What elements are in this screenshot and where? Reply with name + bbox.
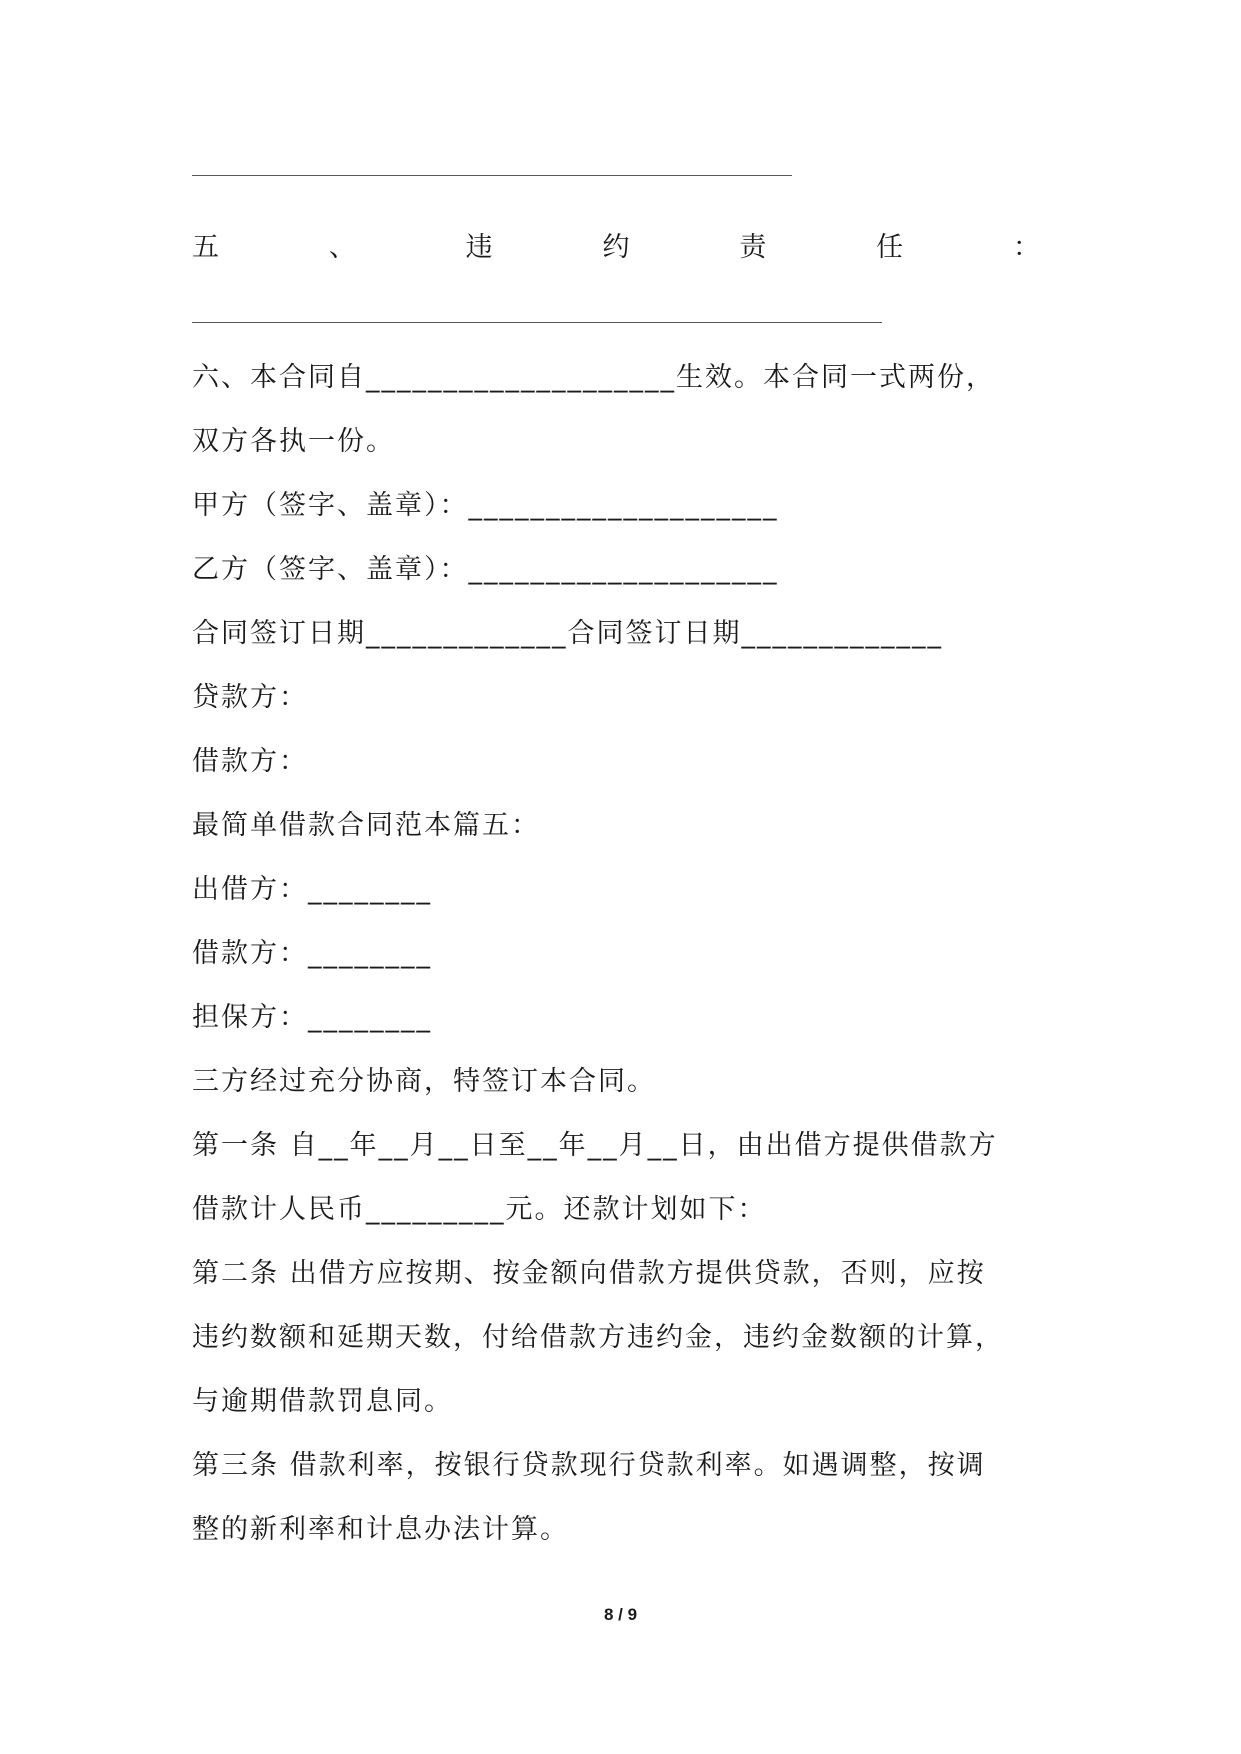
blank-underline-section-5 — [192, 322, 882, 323]
section-5-char: 五 — [192, 232, 219, 263]
section-5-heading — [192, 228, 1040, 268]
section-5-char: 责 — [739, 232, 767, 263]
party-b-signature: 乙方（签字、盖章）：____________________ — [192, 554, 779, 585]
template-5-title: 最简单借款合同范本篇五： — [192, 810, 540, 841]
preamble: 三方经过充分协商，特签订本合同。 — [192, 1066, 656, 1097]
article-3-line-1: 第三条 借款利率，按银行贷款现行贷款利率。如遇调整，按调 — [192, 1450, 986, 1481]
blank-underline-top — [192, 175, 792, 176]
borrower-label: 借款方： — [192, 746, 308, 777]
page-number: 8 / 9 — [603, 1605, 638, 1624]
article-3-line-2: 整的新利率和计息办法计算。 — [192, 1514, 569, 1545]
section-5-char: 任 — [876, 232, 904, 263]
article-1-line-1: 第一条 自__年__月__日至__年__月__日，由出借方提供借款方 — [192, 1130, 998, 1161]
signing-date: 合同签订日期_____________合同签订日期_____________ — [192, 618, 943, 649]
article-1-line-2: 借款计人民币_________元。还款计划如下： — [192, 1194, 767, 1225]
party-a-signature: 甲方（签字、盖章）：____________________ — [192, 490, 779, 521]
clause-6-line-1: 六、本合同自____________________生效。本合同一式两份， — [192, 362, 995, 393]
article-2-line-1: 第二条 出借方应按期、按金额向借款方提供贷款，否则，应按 — [192, 1258, 986, 1289]
article-2-line-2: 违约数额和延期天数，付给借款方违约金，违约金数额的计算， — [192, 1322, 1004, 1353]
section-5-char: 约 — [602, 232, 630, 263]
clause-6-line-2: 双方各执一份。 — [192, 426, 395, 457]
section-5-char: 、 — [328, 232, 356, 263]
article-2-line-3: 与逾期借款罚息同。 — [192, 1386, 453, 1417]
lender-field: 出借方：________ — [192, 874, 432, 905]
section-5-char: 违 — [465, 232, 493, 263]
section-5-char: ： — [1012, 232, 1040, 263]
guarantor-field: 担保方：________ — [192, 1002, 432, 1033]
lender-label: 贷款方： — [192, 682, 308, 713]
borrower-field: 借款方：________ — [192, 938, 432, 969]
